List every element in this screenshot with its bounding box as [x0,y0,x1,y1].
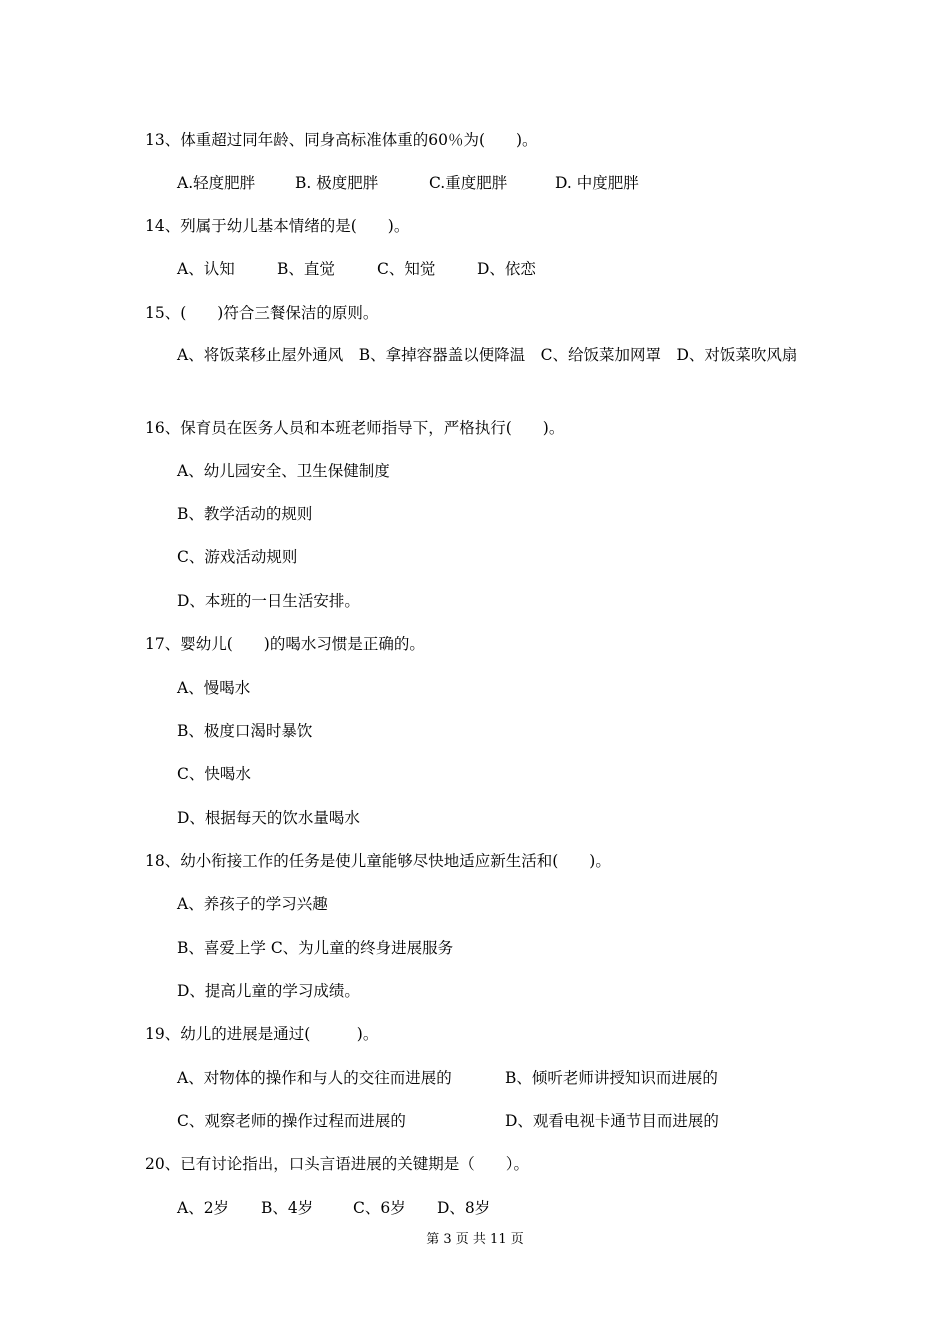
q16-option-c: C、游戏活动规则 [177,548,298,566]
q14-option-c: C、知觉 [377,260,436,278]
question-14-options [177,257,536,279]
question-19-stem: 19、幼儿的进展是通过( )。 [145,1025,379,1043]
question-13-options [177,171,639,193]
q14-option-b: B、直觉 [277,260,335,278]
q20-option-d: D、8岁 [437,1199,491,1217]
q18-option-a: A、养孩子的学习兴趣 [177,895,328,913]
q19-option-a: A、对物体的操作和与人的交往而进展的 [177,1069,452,1087]
question-13-stem: 13、体重超过同年龄、同身高标准体重的60％为( )。 [145,131,538,149]
q20-option-b: B、4岁 [261,1199,314,1217]
q18-option-bc: B、喜爱上学 C、为儿童的终身进展服务 [177,939,454,957]
q19-option-b: B、倾听老师讲授知识而进展的 [505,1069,718,1087]
question-20-stem: 20、已有讨论指出，口头言语进展的关键期是（ ）。 [145,1155,529,1173]
q13-option-d: D. 中度肥胖 [555,174,639,192]
question-15-options: A、将饭菜移止屋外通风 B、拿掉容器盖以便降温 C、给饭菜加网罩 D、对饭菜吹风扇 [177,346,798,364]
question-17-stem: 17、婴幼儿( )的喝水习惯是正确的。 [145,635,425,653]
q18-option-d: D、提高儿童的学习成绩。 [177,982,360,1000]
q20-option-a: A、2岁 [177,1199,230,1217]
q19-option-d: D、观看电视卡通节目而进展的 [505,1112,719,1130]
q19-option-c: C、观察老师的操作过程而进展的 [177,1112,406,1130]
q17-option-a: A、慢喝水 [177,679,251,697]
q17-option-b: B、极度口渴时暴饮 [177,722,313,740]
page-number-footer: 第 3 页 共 11 页 [426,1232,524,1247]
question-20-options [177,1196,490,1218]
q16-option-a: A、幼儿园安全、卫生保健制度 [177,462,390,480]
q16-option-b: B、教学活动的规则 [177,505,313,523]
q17-option-d: D、根据每天的饮水量喝水 [177,809,360,827]
q13-option-b: B. 极度肥胖 [295,174,379,192]
q13-option-c: C.重度肥胖 [429,174,508,192]
question-19-options-row1 [177,1066,718,1088]
question-14-stem: 14、列属于幼儿基本情绪的是( )。 [145,217,410,235]
question-16-stem: 16、保育员在医务人员和本班老师指导下，严格执行( )。 [145,419,565,437]
question-15-stem: 15、( )符合三餐保洁的原则。 [145,304,379,322]
q17-option-c: C、快喝水 [177,765,251,783]
q14-option-a: A、认知 [177,260,235,278]
question-18-stem: 18、幼小衔接工作的任务是使儿童能够尽快地适应新生活和( )。 [145,852,611,870]
q13-option-a: A.轻度肥胖 [177,174,256,192]
q20-option-c: C、6岁 [353,1199,406,1217]
question-19-options-row2 [177,1109,719,1131]
q16-option-d: D、本班的一日生活安排。 [177,592,360,610]
q14-option-d: D、依恋 [477,260,536,278]
